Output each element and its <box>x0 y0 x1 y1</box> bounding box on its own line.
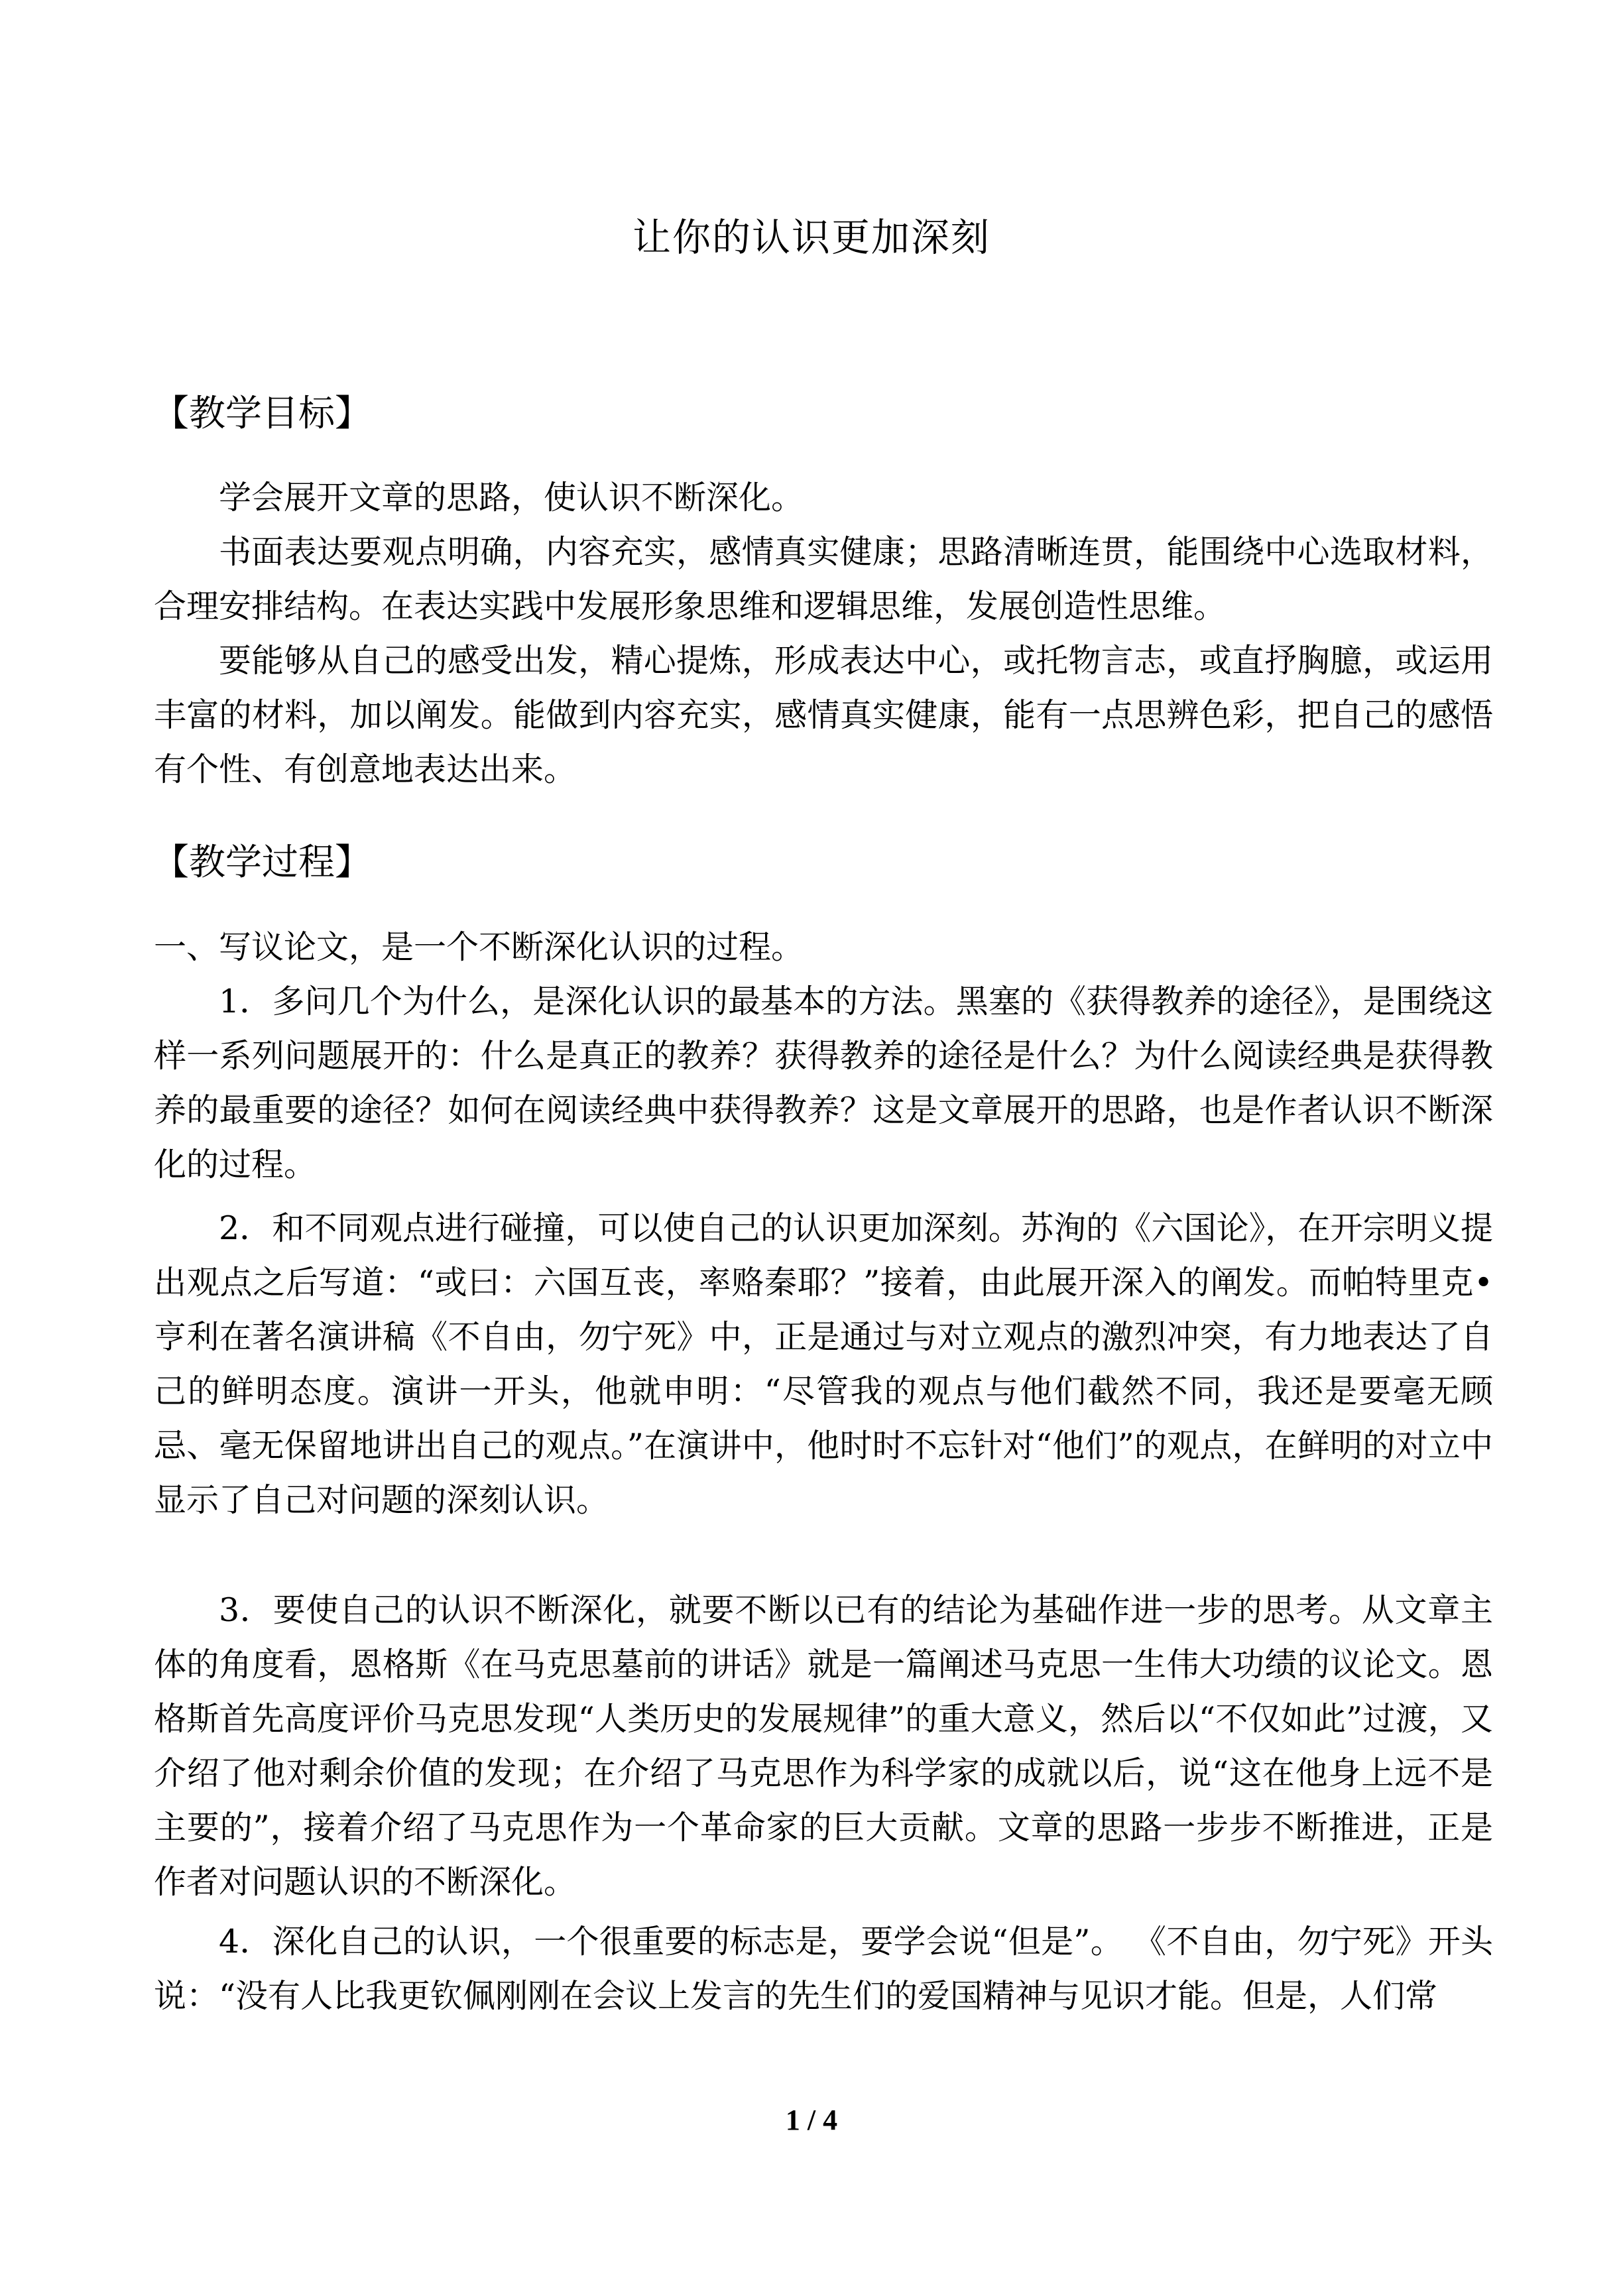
process-paragraph-2: 2．和不同观点进行碰撞，可以使自己的认识更加深刻。苏洵的《六国论》，在开宗明义提出观点之后写道：“或曰：六国互丧，率赂秦耶？”接着，由此展开深入的阐发。而帕特里克•亨利在著名演讲稿《不自由，勿宁死》中，正是通过与对立观点的激烈冲突，有力地表达了自己的鲜明态度。演讲一开头，他就申明：“尽管我的观点与他们截然不同，我还是要毫无顾忌、毫无保留地讲出自己的观点。”在演讲中，他时时不忘针对“他们”的观点，在鲜明的对立中显示了自己对问题的深刻认识。 <box>154 1209 1493 1519</box>
document-title: 让你的认识更加深刻 <box>632 215 991 260</box>
process-paragraph-1: 1．多问几个为什么，是深化认识的最基本的方法。黑塞的《获得教养的途径》，是围绕这样一系列问题展开的：什么是真正的教养？获得教养的途径是什么？为什么阅读经典是获得教养的最重要的途径？如何在阅读经典中获得教养？这是文章展开的思路，也是作者认识不断深化的过程。 <box>154 983 1493 1183</box>
page-number: 1 / 4 <box>785 2104 838 2136</box>
section-heading-objectives: 【教学目标】 <box>152 392 372 434</box>
section-heading-process: 【教学过程】 <box>152 841 372 883</box>
process-paragraph-intro: 一、写议论文，是一个不断深化认识的过程。 <box>154 928 804 966</box>
objectives-paragraph-1: 学会展开文章的思路，使认识不断深化。 <box>219 479 804 516</box>
process-paragraph-4: 4．深化自己的认识，一个很重要的标志是，要学会说“但是”。 《不自由，勿宁死》开头说：“没有人比我更钦佩刚刚在会议上发言的先生们的爱国精神与见识才能。但是，人们常 <box>154 1923 1493 2015</box>
objectives-paragraph-3: 要能够从自己的感受出发，精心提炼，形成表达中心，或托物言志，或直抒胸臆，或运用丰富的材料，加以阐发。能做到内容充实，感情真实健康，能有一点思辨色彩，把自己的感悟有个性、有创意地表达出来。 <box>154 642 1493 788</box>
objectives-paragraph-2: 书面表达要观点明确，内容充实，感情真实健康；思路清晰连贯，能围绕中心选取材料，合理安排结构。在表达实践中发展形象思维和逻辑思维，发展创造性思维。 <box>154 533 1493 625</box>
process-paragraph-3: 3．要使自己的认识不断深化，就要不断以已有的结论为基础作进一步的思考。从文章主体的角度看，恩格斯《在马克思墓前的讲话》就是一篇阐述马克思一生伟大功绩的议论文。恩格斯首先高度评价马克思发现“人类历史的发展规律”的重大意义，然后以“不仅如此”过渡，又介绍了他对剩余价值的发现；在介绍了马克思作为科学家的成就以后，说“这在他身上远不是主要的”，接着介绍了马克思作为一个革命家的巨大贡献。文章的思路一步步不断推进，正是作者对问题认识的不断深化。 <box>154 1591 1493 1901</box>
